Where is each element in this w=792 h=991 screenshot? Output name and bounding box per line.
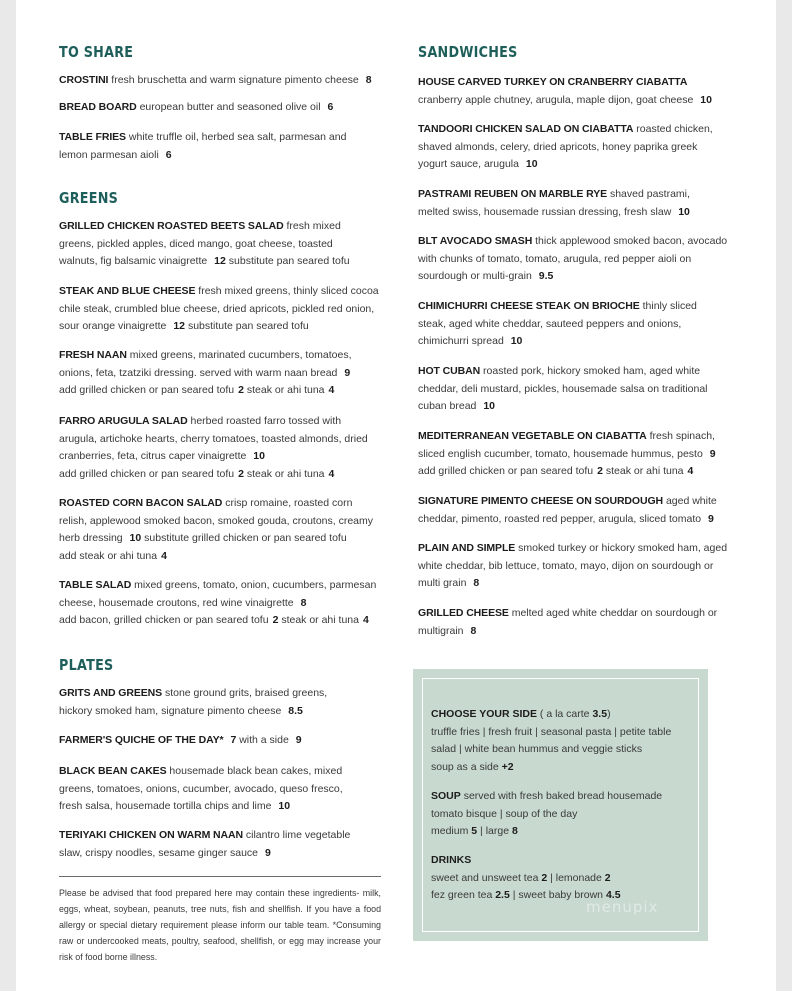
item-price: 10: [483, 400, 495, 412]
choose-side-block: [431, 706, 691, 776]
item-add: add bacon, grilled chicken or pan seared tofu 2 steak or ahi tuna 4: [59, 614, 369, 626]
choose-side-close: ): [607, 708, 611, 720]
soup-block: [431, 788, 691, 841]
item-desc: fresh bruschetta and warm signature pimento cheese: [111, 74, 359, 86]
drinks-block: [431, 852, 691, 905]
baby-price: 4.5: [605, 889, 621, 901]
item-extra: with a side: [239, 734, 289, 746]
menu-item: [59, 685, 359, 720]
item-extra: substitute pan seared tofu: [228, 255, 350, 267]
menu-item: [418, 298, 723, 351]
item-price: 12: [214, 255, 226, 267]
item-desc: crisp romaine, roasted corn relish, applewood smoked bacon, smoked gouda, croutons, creamy herb dressing: [59, 497, 374, 544]
item-price: 6: [165, 148, 172, 161]
lemonade-price: 2: [604, 871, 611, 884]
item-price: 9: [708, 512, 714, 525]
item-price: 10: [700, 93, 712, 106]
item-extra: substitute pan seared tofu: [187, 320, 309, 332]
item-price: 8: [473, 577, 480, 589]
item-extra: substitute grilled chicken or pan seared tofu: [144, 532, 347, 544]
menu-item: [59, 577, 379, 630]
tea: sweet and unsweet tea: [431, 871, 539, 884]
item-name: TABLE SALAD: [59, 579, 132, 591]
choose-side-heading: CHOOSE YOUR SIDE: [431, 708, 537, 720]
item-extra-price: 9: [295, 734, 302, 746]
lemonade: | lemonade: [550, 871, 602, 884]
menu-item: [418, 363, 723, 416]
item-desc: cranberry apple chutney, arugula, maple dijon, goat cheese: [418, 93, 694, 106]
sandwiches-title: SANDWICHES: [418, 43, 518, 61]
item-name: PASTRAMI REUBEN ON MARBLE RYE: [418, 188, 608, 200]
item-desc: melted aged white cheddar on sourdough or multigrain: [418, 607, 718, 637]
item-price: 10: [525, 158, 538, 170]
greens-title: GREENS: [59, 189, 119, 207]
item-price: 8: [300, 596, 307, 609]
menu-item: [59, 347, 359, 400]
menu-item: [59, 827, 359, 862]
item-price: 8.5: [288, 704, 303, 717]
tea-price: 2: [541, 871, 548, 884]
soup-heading: SOUP: [431, 790, 461, 802]
item-desc: fresh spinach, sliced english cucumber, tomato, housemade hummus, pesto: [418, 430, 715, 460]
item-add: add grilled chicken or pan seared tofu 2 steak or ahi tuna 4: [59, 384, 335, 396]
item-price: 10: [678, 205, 690, 218]
item-price: 9: [344, 366, 351, 379]
soup-side-price: +2: [501, 760, 514, 773]
soup-medium: medium: [431, 825, 469, 837]
item-price: 10: [253, 450, 265, 462]
divider: [59, 876, 381, 877]
menu-item: [418, 121, 728, 174]
item-add: add grilled chicken or pan seared tofu 2 steak or ahi tuna 4: [418, 465, 694, 477]
item-name: GRILLED CHEESE: [418, 607, 509, 619]
to-share-title: TO SHARE: [59, 43, 134, 61]
item-name: PLAIN AND SIMPLE: [418, 542, 516, 554]
item-name: BREAD BOARD: [59, 101, 137, 113]
item-price: 9: [264, 846, 271, 859]
item-price: 8: [365, 74, 372, 86]
item-name: FARMER'S QUICHE OF THE DAY*: [59, 734, 224, 746]
item-price: 10: [129, 532, 142, 544]
item-desc: shaved pastrami, melted swiss, housemade russian dressing, fresh slaw: [418, 188, 690, 218]
item-desc: smoked turkey or hickory smoked ham, aged white cheddar, bib lettuce, tomato, mayo, dijon on sourdough or multi grain: [418, 542, 728, 589]
item-name: BLT AVOCADO SMASH: [418, 235, 533, 247]
item-desc: thinly sliced steak, aged white cheddar, sauteed peppers and onions, chimichurri spread: [418, 300, 697, 347]
menu-item: [59, 283, 379, 336]
item-name: SIGNATURE PIMENTO CHEESE ON SOURDOUGH: [418, 495, 664, 507]
soup-side: soup as a side: [431, 760, 499, 773]
item-name: STEAK AND BLUE CHEESE: [59, 285, 196, 297]
item-name: BLACK BEAN CAKES: [59, 765, 167, 777]
item-name: TANDOORI CHICKEN SALAD ON CIABATTA: [418, 123, 634, 135]
item-desc: roasted pork, hickory smoked ham, aged white cheddar, deli mustard, pickles, housemade salsa on traditional cuban bread: [418, 365, 708, 412]
fez-price: 2.5: [495, 889, 510, 901]
item-desc: aged white cheddar, pimento, roasted red pepper, arugula, sliced tomato: [418, 495, 717, 525]
item-desc: housemade black bean cakes, mixed greens, tomatoes, onions, cucumber, avocado, queso fresco, fresh salsa, housemade tortilla chips and lime: [59, 765, 343, 812]
item-desc: thick applewood smoked bacon, avocado with chunks of tomato, tomato, arugula, red pepper aioli on sourdough or multi-grain: [418, 235, 728, 282]
item-name: HOT CUBAN: [418, 365, 481, 377]
item-price: 6: [327, 101, 334, 113]
item-price: 9: [709, 447, 716, 460]
menu-page: [16, 0, 776, 991]
item-desc: fresh mixed greens, pickled apples, diced mango, goat cheese, toasted walnuts, fig balsamic vinaigrette: [59, 220, 341, 267]
item-desc: roasted chicken, shaved almonds, celery, dried apricots, honey paprika greek yogurt sauce, arugula: [418, 123, 713, 170]
menu-item: [59, 129, 374, 164]
menu-item: [418, 186, 718, 221]
item-desc: mixed greens, marinated cucumbers, tomatoes, onions, feta, tzatziki dressing. served with warm naan bread: [59, 349, 352, 379]
drinks-heading: DRINKS: [431, 854, 472, 866]
menu-item: [418, 540, 728, 593]
menu-item: [418, 233, 728, 286]
fez-green-tea: fez green tea: [431, 889, 493, 901]
item-name: GRILLED CHICKEN ROASTED BEETS SALAD: [59, 220, 284, 232]
item-price: 12: [173, 320, 186, 332]
menu-item: [418, 605, 718, 640]
item-price: 10: [278, 800, 291, 812]
item-name: HOUSE CARVED TURKEY ON CRANBERRY CIABATTA: [418, 76, 688, 88]
item-name: FRESH NAAN: [59, 349, 127, 361]
item-desc: mixed greens, tomato, onion, cucumbers, parmesan cheese, housemade croutons, red wine vinaigrette: [59, 579, 377, 609]
soup-medium-price: 5: [471, 825, 478, 837]
item-name: GRITS AND GREENS: [59, 687, 163, 699]
choose-side-sub: ( a la carte: [539, 708, 590, 720]
item-name: TABLE FRIES: [59, 131, 126, 143]
soup-large-price: 8: [511, 825, 518, 837]
choose-side-options: truffle fries | fresh fruit | seasonal pasta | petite table salad | white bean hummus and veggie sticks: [431, 725, 672, 755]
menu-item: [418, 428, 728, 481]
sides-box: [413, 669, 708, 941]
menu-item: [418, 74, 718, 109]
item-desc: european butter and seasoned olive oil: [139, 101, 321, 113]
menu-item: [59, 72, 379, 90]
sweet-baby-brown: | sweet baby brown: [512, 889, 604, 901]
watermark: menupix: [586, 898, 659, 916]
item-price: 7: [230, 734, 237, 746]
menu-item: [59, 218, 359, 271]
item-name: TERIYAKI CHICKEN ON WARM NAAN: [59, 829, 243, 841]
menu-item: [418, 493, 728, 528]
item-desc: herbed roasted farro tossed with arugula, artichoke hearts, cherry tomatoes, toasted almonds, dried cranberries, feta, citrus caper vinaigrette: [59, 415, 368, 462]
menu-item: [59, 413, 379, 483]
item-name: FARRO ARUGULA SALAD: [59, 415, 188, 427]
item-price: 9.5: [538, 270, 554, 282]
choose-side-price: 3.5: [592, 708, 608, 720]
allergy-notice: Please be advised that food prepared here may contain these ingredients- milk, eggs, wheat, soybean, peanuts, tree nuts, fish and shellfish. If you have a food allergy or special dietary requirement please inform our table team. *Consuming raw or undercooked meats, poultry, seafood, shellfish, or egg may increase your risk of food borne illness.: [59, 888, 381, 962]
plates-title: PLATES: [59, 656, 114, 674]
item-name: MEDITERRANEAN VEGETABLE ON CIABATTA: [418, 430, 647, 442]
soup-desc: served with fresh baked bread housemade tomato bisque | soup of the day: [431, 790, 663, 820]
item-name: CROSTINI: [59, 74, 109, 86]
menu-item: [59, 99, 379, 117]
menu-item: [59, 763, 364, 816]
item-add: add grilled chicken or pan seared tofu 2 steak or ahi tuna 4: [59, 467, 335, 480]
item-desc: white truffle oil, herbed sea salt, parmesan and lemon parmesan aioli: [59, 131, 347, 161]
menu-item: [59, 732, 379, 750]
item-desc: fresh mixed greens, thinly sliced cocoa chile steak, crumbled blue cheese, dried apricots, pickled red onion, sour orange vinaigrette: [59, 285, 379, 332]
soup-large: | large: [480, 825, 510, 837]
item-name: CHIMICHURRI CHEESE STEAK ON BRIOCHE: [418, 300, 640, 312]
menu-item: [59, 495, 374, 565]
item-desc: cilantro lime vegetable slaw, crispy noodles, sesame ginger sauce: [59, 829, 351, 859]
item-price: 10: [510, 335, 523, 347]
item-name: ROASTED CORN BACON SALAD: [59, 497, 223, 509]
item-add: add steak or ahi tuna 4: [59, 549, 167, 562]
item-price: 8: [470, 624, 477, 637]
item-desc: stone ground grits, braised greens, hickory smoked ham, signature pimento cheese: [59, 687, 328, 717]
